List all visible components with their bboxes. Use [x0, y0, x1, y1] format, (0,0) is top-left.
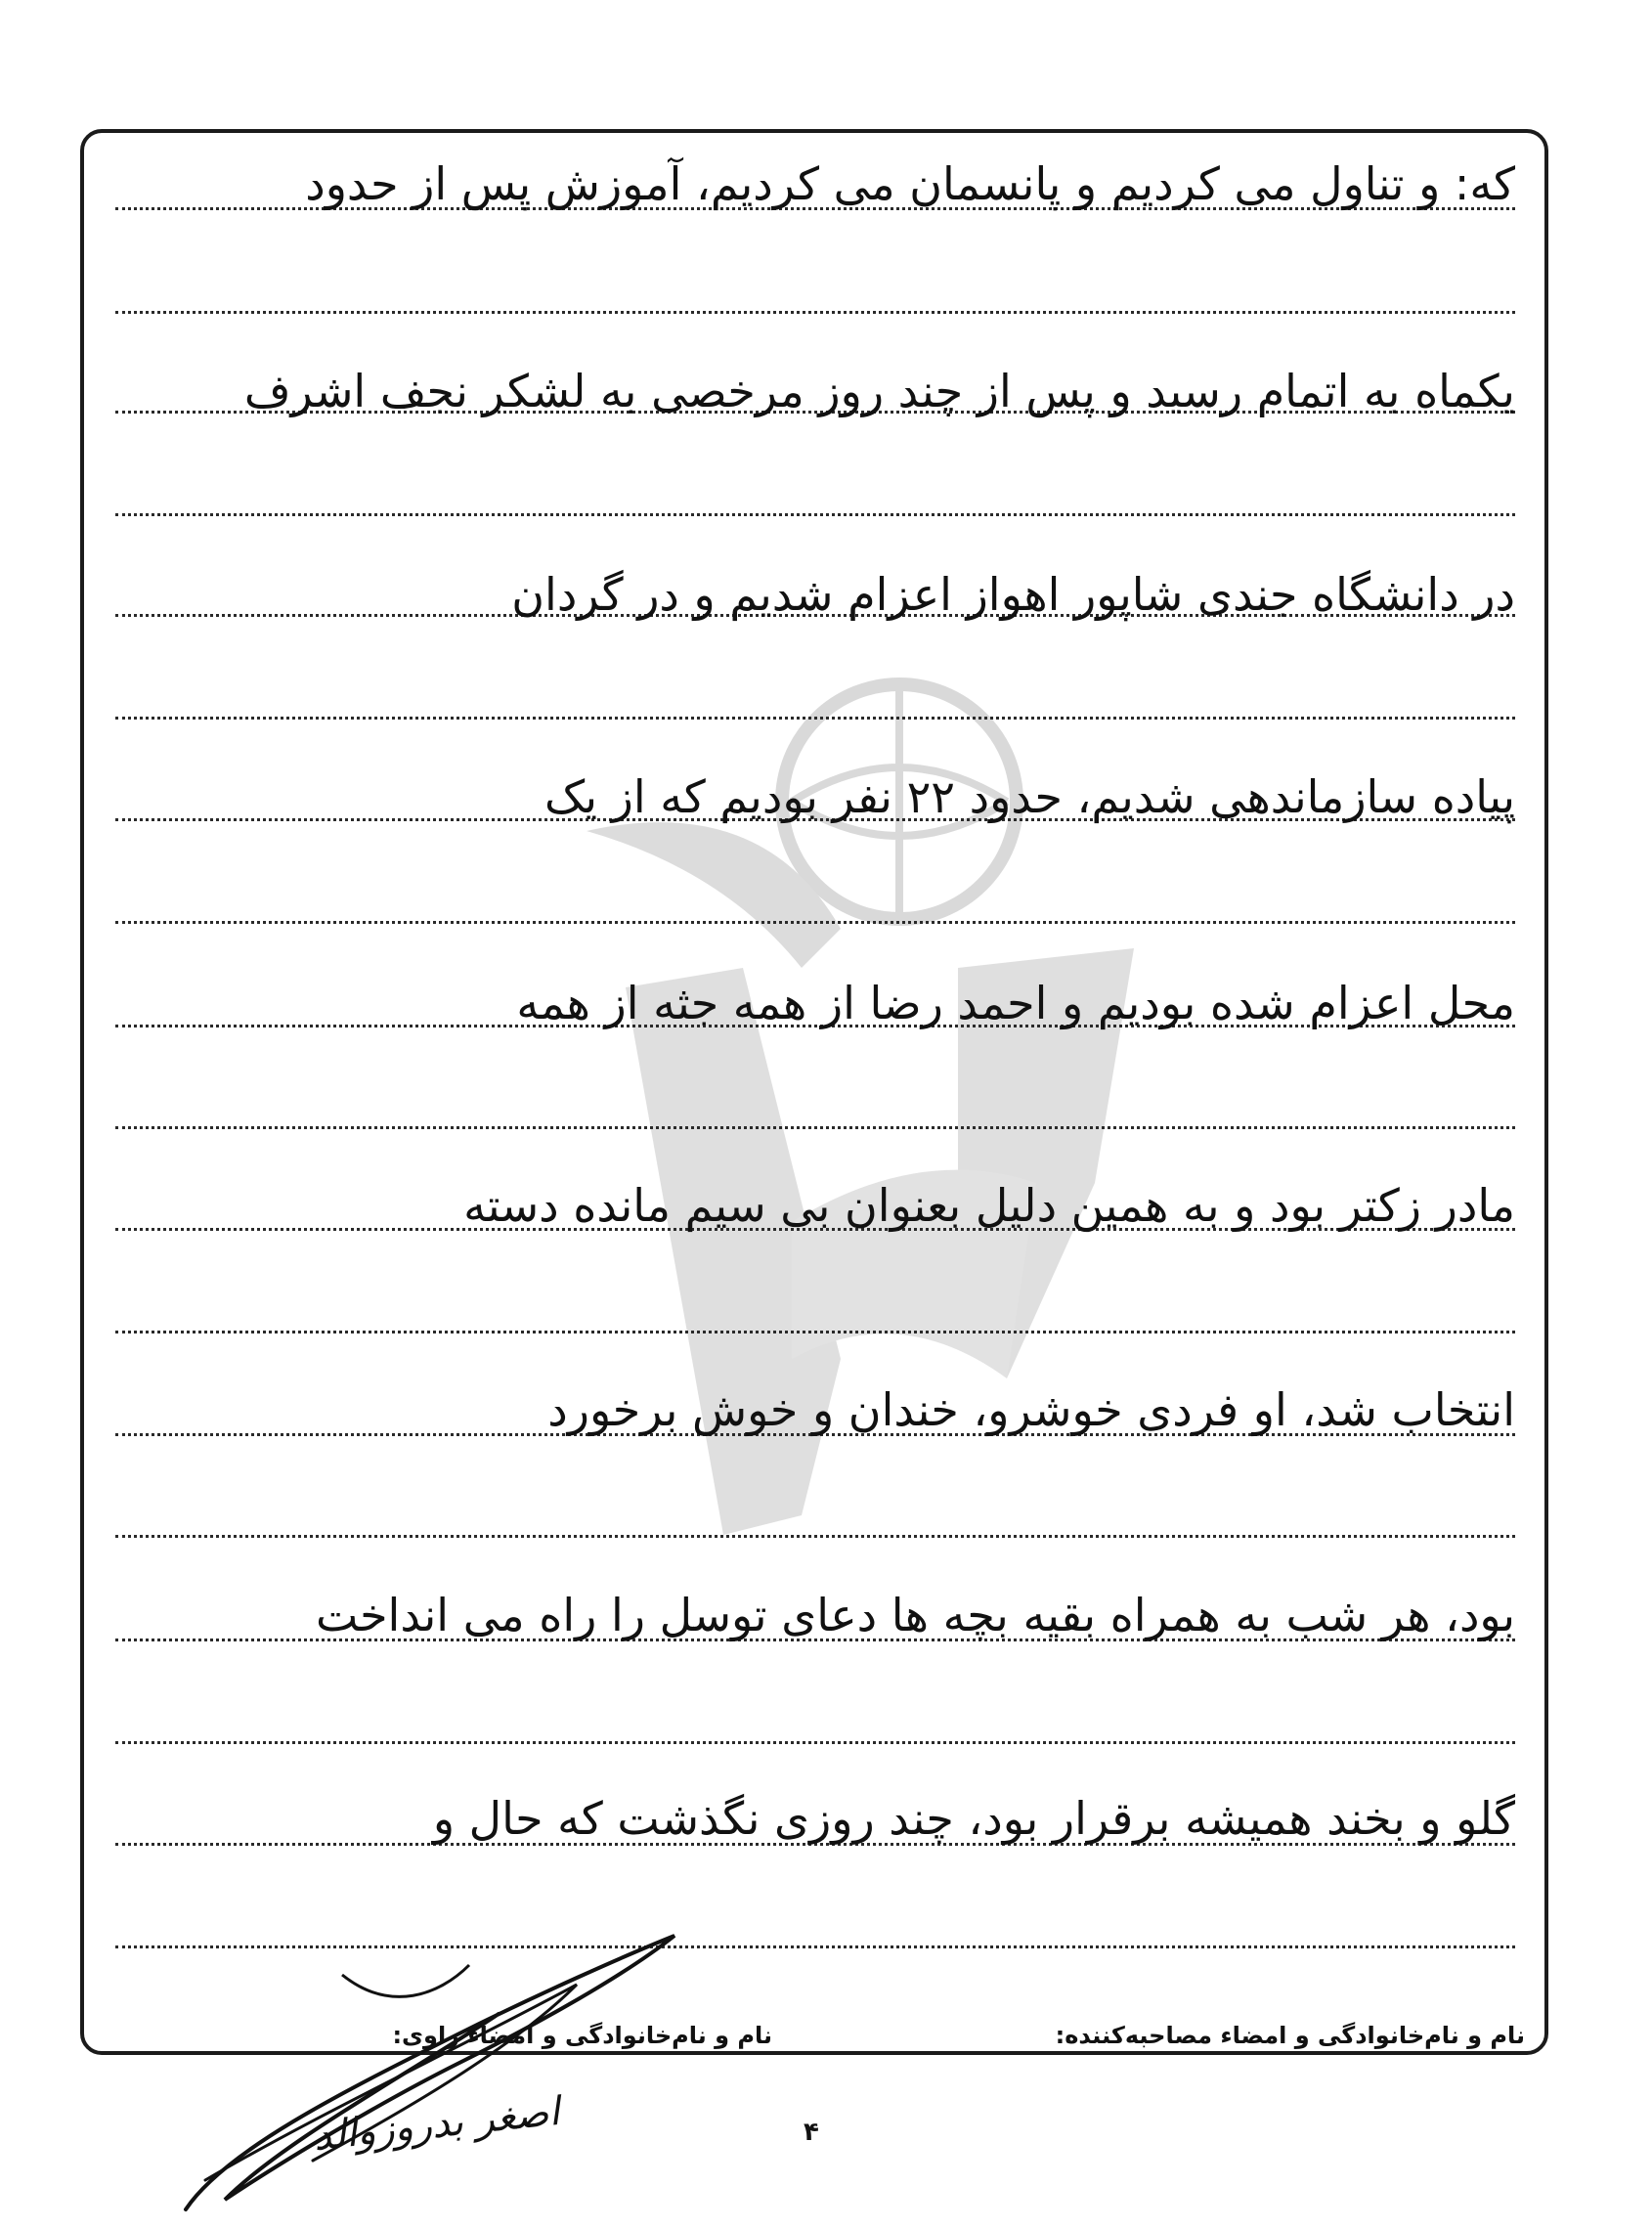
handwritten-line: مادر زکتر بود و به همین دلیل بعنوان بی سیم مانده دسته — [463, 1179, 1515, 1232]
page-number: ۴ — [804, 2118, 819, 2147]
ruled-line — [115, 1535, 1515, 1538]
ruled-line — [115, 717, 1515, 720]
ruled-line — [115, 1126, 1515, 1129]
handwritten-signature — [166, 1916, 714, 2229]
interviewer-signature-label: نام و نام‌خانوادگی و امضاء مصاحبه‌کننده: — [1055, 2022, 1525, 2049]
ruled-line — [115, 311, 1515, 314]
handwritten-line: پیاده سازماندهی شدیم، حدود ۲۲ نفر بودیم که از یک — [544, 770, 1515, 823]
handwritten-line: محل اعزام شده بودیم و احمد رضا از همه جثه از همه — [516, 977, 1515, 1029]
ruled-line — [115, 1331, 1515, 1333]
handwritten-line: بود، هر شب به همراه بقیه بچه ها دعای توسل را راه می انداخت — [315, 1589, 1515, 1641]
narrator-signature-name: اصغر بدروزوالد — [311, 2088, 562, 2161]
narrator-signature-label: نام و نام‌خانوادگی و امضاء راوی: — [392, 2022, 772, 2049]
ruled-line — [115, 1741, 1515, 1744]
handwritten-line: در دانشگاه جندی شاپور اهواز اعزام شدیم و در گردان — [511, 568, 1515, 621]
handwritten-line: که: و تناول می کردیم و پانسمان می کردیم، آموزش پس از حدود — [305, 157, 1515, 210]
handwritten-line: انتخاب شد، او فردی خوشرو، خندان و خوش برخورد — [547, 1383, 1515, 1436]
handwritten-line: گلو و بخند همیشه برقرار بود، چند روزی نگذشت که حال و — [432, 1792, 1515, 1845]
ruled-line — [115, 921, 1515, 924]
handwritten-line: یکماه به اتمام رسید و پس از چند روز مرخصی به لشکر نجف اشرف — [243, 365, 1515, 417]
ruled-line — [115, 513, 1515, 516]
